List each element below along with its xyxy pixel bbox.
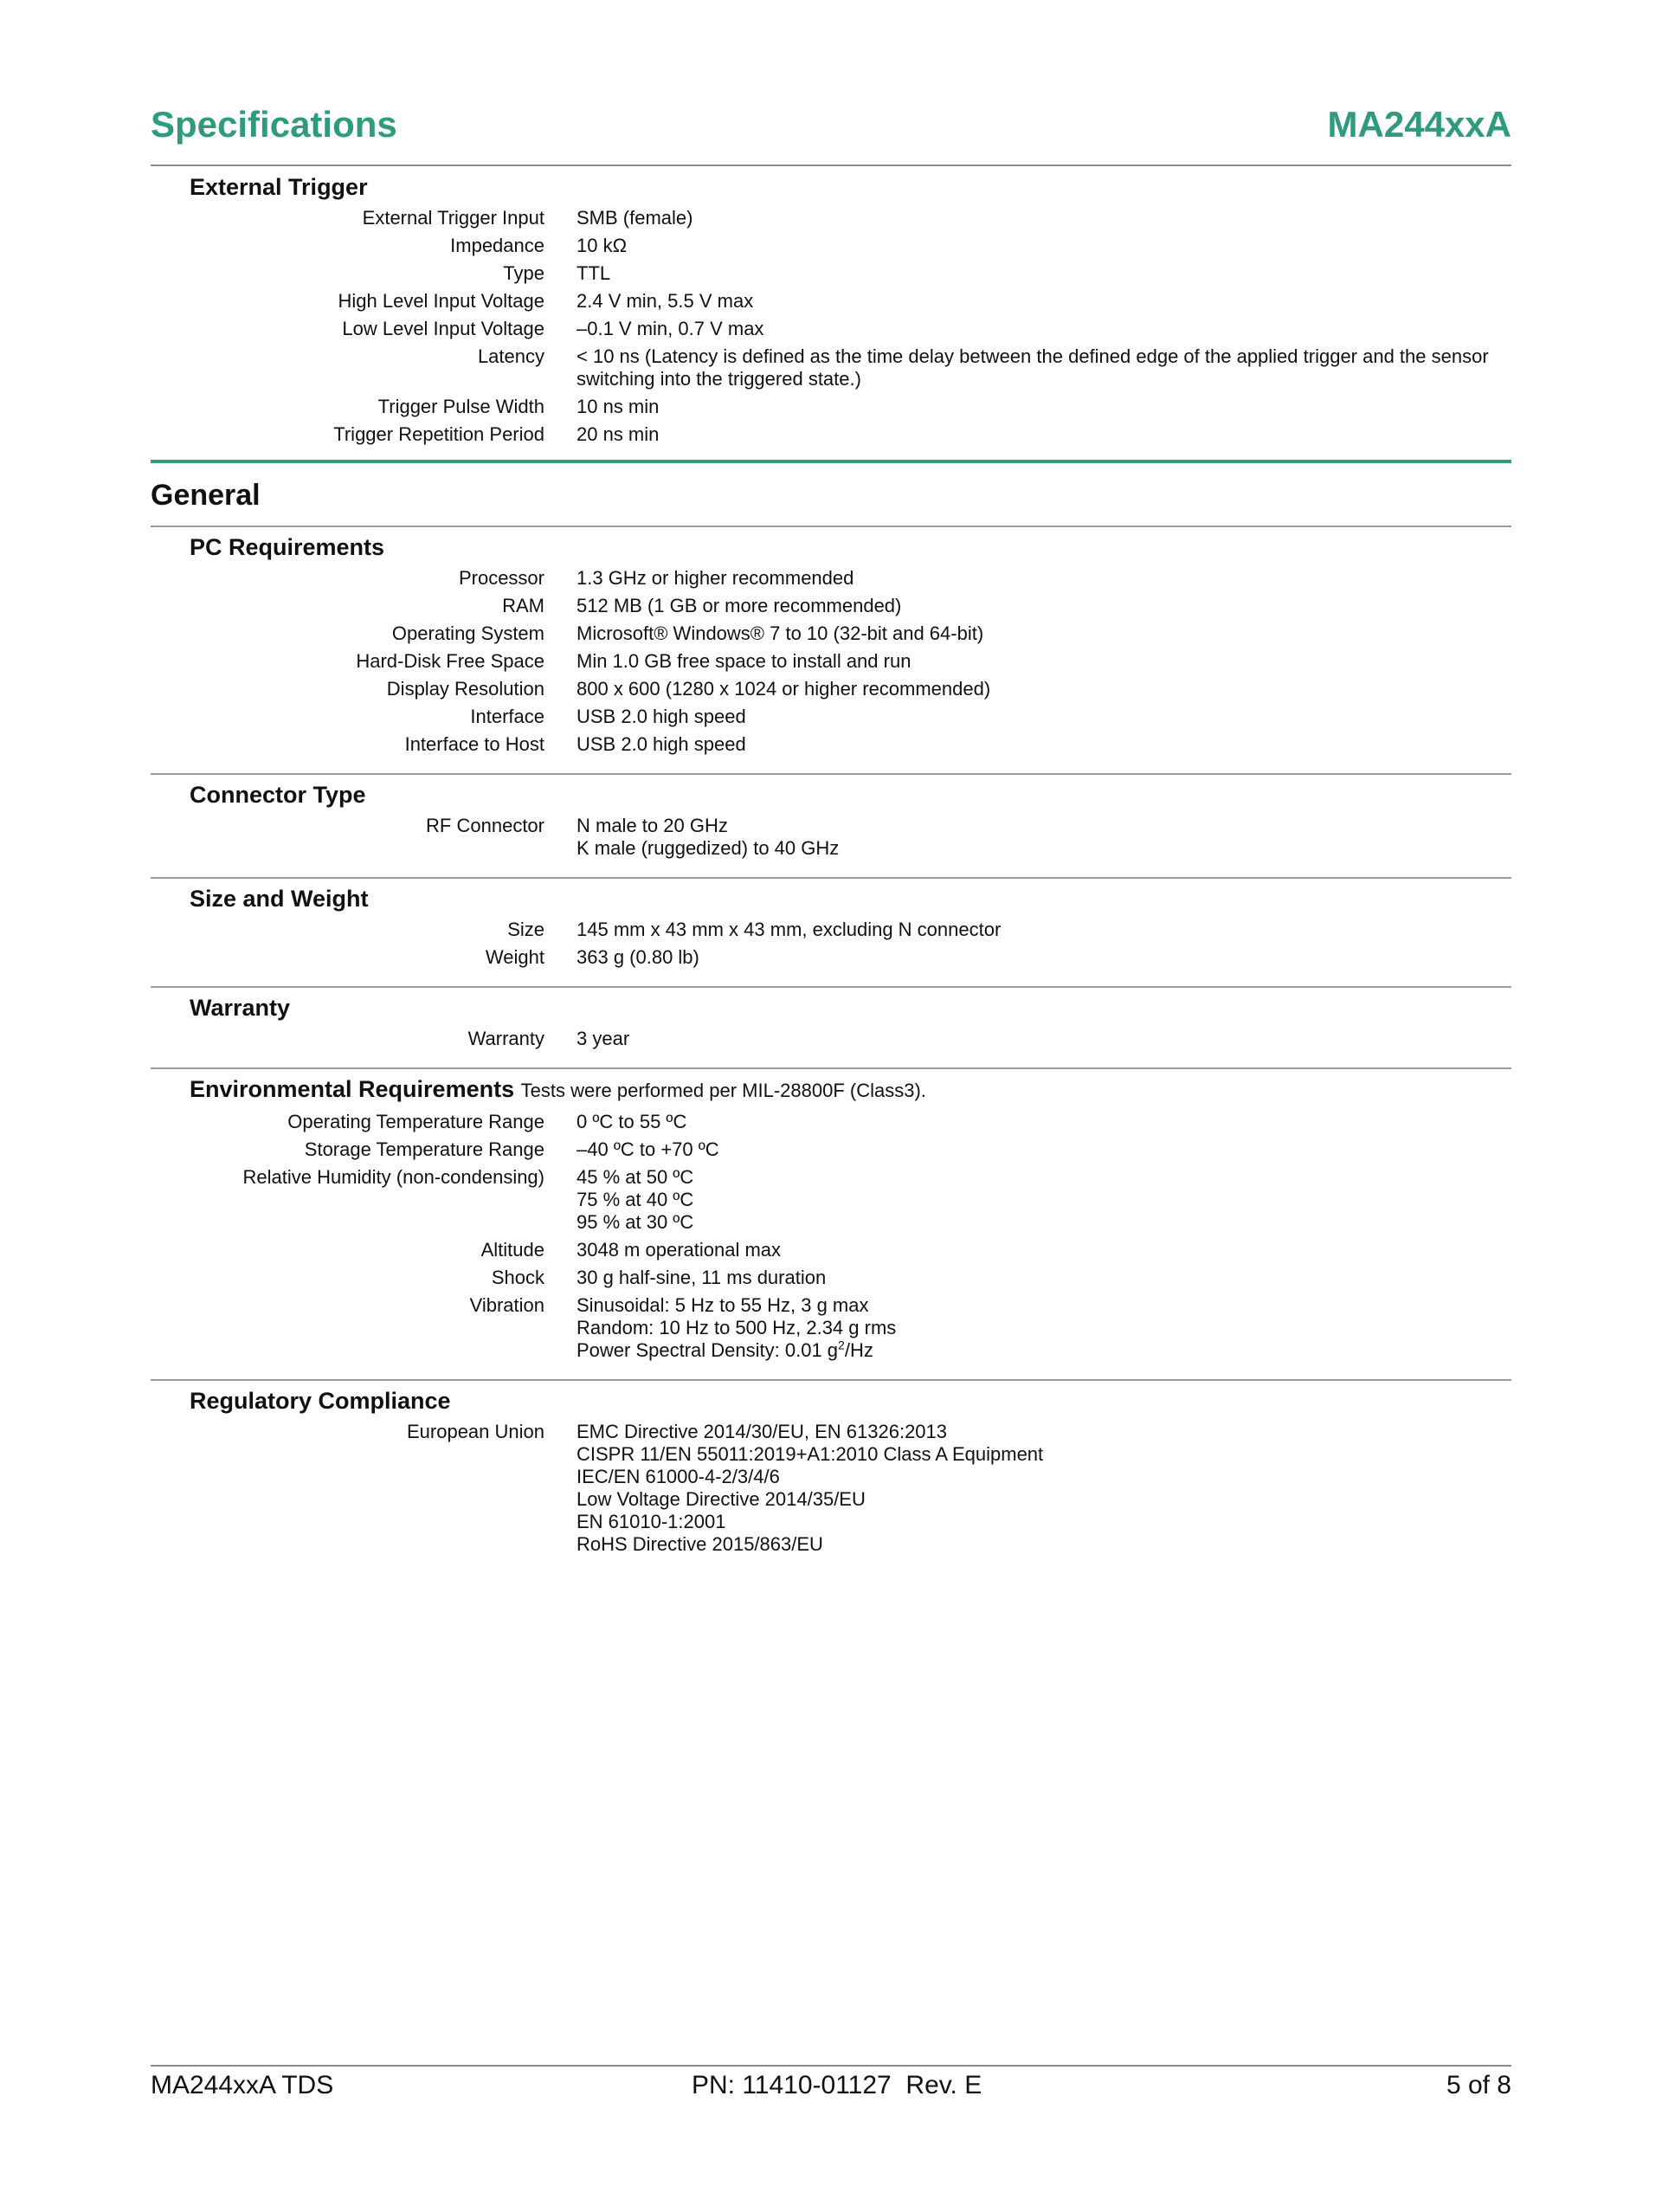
spec-row	[151, 1138, 1511, 1161]
spec-value	[577, 946, 1511, 969]
header-divider	[151, 164, 1511, 166]
spec-value-line: EN 61010-1:2001	[577, 1511, 726, 1532]
warranty-block	[151, 988, 1511, 1050]
spec-label: Shock	[491, 1267, 544, 1288]
spec-row	[151, 919, 1511, 941]
spec-value	[577, 815, 1511, 860]
spec-row	[151, 318, 1511, 340]
spec-value-line: SMB (female)	[577, 207, 693, 229]
spec-value-line: –40 ºC to +70 ºC	[577, 1138, 719, 1160]
connector-type-block	[151, 775, 1511, 860]
spec-row	[151, 396, 1511, 418]
spec-label: Low Level Input Voltage	[342, 318, 544, 339]
spec-label: Hard-Disk Free Space	[356, 650, 544, 672]
spec-row	[151, 567, 1511, 590]
spec-value	[577, 1111, 1511, 1133]
spec-label: RF Connector	[426, 815, 544, 836]
spec-row	[151, 815, 1511, 860]
spec-label: Processor	[458, 567, 544, 589]
spec-value-line: Microsoft® Windows® 7 to 10 (32-bit and 64-bit)	[577, 622, 984, 644]
spec-row	[151, 345, 1511, 390]
environmental-title: Environmental Requirements	[190, 1076, 515, 1102]
spec-value	[577, 235, 1511, 257]
spec-label: Interface to Host	[404, 733, 544, 755]
pc-requirements-block	[151, 527, 1511, 756]
spec-row	[151, 706, 1511, 728]
environmental-block	[151, 1069, 1511, 1362]
spec-value	[577, 1028, 1511, 1050]
spec-value	[577, 423, 1511, 446]
spec-value-line: < 10 ns (Latency is defined as the time delay between the defined edge of the applied trigger and the sensor switching into the triggered state.)	[577, 345, 1489, 390]
spec-value-line: 1.3 GHz or higher recommended	[577, 567, 854, 589]
spec-value-line: 3048 m operational max	[577, 1239, 782, 1261]
spec-value-line: 363 g (0.80 lb)	[577, 946, 699, 968]
spec-value-line: 10 kΩ	[577, 235, 628, 256]
spec-value-line: TTL	[577, 262, 611, 284]
spec-value	[577, 318, 1511, 340]
spec-value-line: IEC/EN 61000-4-2/3/4/6	[577, 1466, 780, 1487]
footer-doc-name: MA244xxA TDS	[151, 2071, 334, 2099]
spec-value	[577, 567, 1511, 590]
psd-text: Power Spectral Density: 0.01 g	[577, 1339, 839, 1361]
psd-unit: /Hz	[844, 1339, 873, 1361]
spec-label: Weight	[485, 946, 544, 968]
spec-row	[151, 622, 1511, 645]
spec-label: Operating Temperature Range	[287, 1111, 544, 1132]
spec-value-line: 45 % at 50 ºC	[577, 1166, 694, 1188]
spec-value	[577, 919, 1511, 941]
spec-value	[577, 1267, 1511, 1289]
spec-value-line: N male to 20 GHz	[577, 815, 728, 836]
spec-rows	[151, 919, 1511, 969]
spec-value-line: Sinusoidal: 5 Hz to 55 Hz, 3 g max	[577, 1294, 869, 1316]
spec-label: Size	[507, 919, 544, 940]
spec-value-line: 20 ns min	[577, 423, 660, 445]
spec-value-line: 10 ns min	[577, 396, 660, 417]
spec-value-line: 512 MB (1 GB or more recommended)	[577, 595, 902, 616]
spec-value-line: 3 year	[577, 1028, 630, 1049]
spec-value-line: 2.4 V min, 5.5 V max	[577, 290, 754, 312]
spec-rows	[151, 1111, 1511, 1289]
spec-label: Relative Humidity (non-condensing)	[242, 1166, 544, 1188]
spec-value-line: USB 2.0 high speed	[577, 733, 746, 755]
footer-divider	[151, 2065, 1511, 2067]
spec-row	[151, 678, 1511, 700]
page-header	[151, 104, 1511, 156]
spec-value	[577, 345, 1511, 390]
spec-rows	[151, 567, 1511, 756]
spec-value-line: –0.1 V min, 0.7 V max	[577, 318, 764, 339]
spec-label: High Level Input Voltage	[338, 290, 544, 312]
spec-row	[151, 207, 1511, 229]
spec-row	[151, 423, 1511, 446]
spec-value-line: K male (ruggedized) to 40 GHz	[577, 837, 840, 859]
model-name: MA244xxA	[1327, 104, 1511, 145]
spec-row	[151, 1239, 1511, 1261]
spec-label: Trigger Repetition Period	[333, 423, 544, 445]
psd-superscript: 2	[838, 1338, 845, 1352]
block-title: External Trigger	[190, 174, 368, 200]
block-title: Warranty	[190, 995, 291, 1021]
spec-value-line: 30 g half-sine, 11 ms duration	[577, 1267, 827, 1288]
spec-value-line: CISPR 11/EN 55011:2019+A1:2010 Class A Equipment	[577, 1443, 1044, 1465]
spec-value	[577, 1239, 1511, 1261]
spec-value-line: 95 % at 30 ºC	[577, 1211, 694, 1233]
spec-value	[577, 207, 1511, 229]
spec-value	[577, 678, 1511, 700]
spec-row	[151, 235, 1511, 257]
spec-row	[151, 1267, 1511, 1289]
page-title: Specifications	[151, 104, 397, 145]
block-title: Connector Type	[190, 782, 366, 808]
spec-value	[577, 595, 1511, 617]
spec-value	[577, 706, 1511, 728]
spec-value	[577, 1138, 1511, 1161]
spec-value-line: 75 % at 40 ºC	[577, 1189, 694, 1210]
spec-label: RAM	[502, 595, 544, 616]
spec-label: External Trigger Input	[362, 207, 544, 229]
spec-row	[151, 946, 1511, 969]
spec-row	[151, 1421, 1511, 1556]
spec-rows	[151, 1028, 1511, 1050]
spec-value	[577, 290, 1511, 313]
spec-row	[151, 290, 1511, 313]
spec-label: Type	[503, 262, 544, 284]
spec-row	[151, 262, 1511, 285]
spec-value	[577, 733, 1511, 756]
environmental-note: Tests were performed per MIL-28800F (Class3).	[520, 1080, 926, 1101]
block-title	[190, 1074, 1511, 1106]
spec-label: Impedance	[450, 235, 544, 256]
spec-row-vibration	[151, 1294, 1511, 1362]
block-title: PC Requirements	[190, 534, 385, 560]
spec-label: Display Resolution	[386, 678, 544, 700]
footer-page-number: 5 of 8	[1446, 2071, 1511, 2099]
spec-row	[151, 1166, 1511, 1234]
spec-row	[151, 733, 1511, 756]
spec-label: Interface	[470, 706, 544, 727]
spec-value-line: 0 ºC to 55 ºC	[577, 1111, 687, 1132]
spec-rows	[151, 207, 1511, 446]
regulatory-block	[151, 1381, 1511, 1556]
spec-row	[151, 1111, 1511, 1133]
page-footer	[151, 2071, 1511, 2106]
spec-row	[151, 1028, 1511, 1050]
spec-row	[151, 650, 1511, 673]
block-title: Size and Weight	[190, 886, 369, 912]
footer-part-number: PN: 11410-01127 Rev. E	[692, 2071, 982, 2099]
spec-label: Trigger Pulse Width	[377, 396, 544, 417]
spec-content	[151, 167, 1511, 1556]
spec-label: Operating System	[391, 622, 544, 644]
spec-value	[577, 396, 1511, 418]
spec-label: Storage Temperature Range	[304, 1138, 544, 1160]
spec-value	[577, 1166, 1511, 1234]
spec-label: Warranty	[467, 1028, 544, 1049]
spec-value-line: RoHS Directive 2015/863/EU	[577, 1533, 823, 1555]
spec-value-line	[577, 1339, 1511, 1362]
spec-value	[577, 622, 1511, 645]
spec-value-line: Min 1.0 GB free space to install and run	[577, 650, 912, 672]
spec-value	[577, 1421, 1511, 1556]
spec-value-line: USB 2.0 high speed	[577, 706, 746, 727]
spec-label: European Union	[406, 1421, 544, 1442]
spec-rows	[151, 1421, 1511, 1556]
size-weight-block	[151, 879, 1511, 969]
section-heading-general: General	[151, 479, 261, 512]
external-trigger-block	[151, 167, 1511, 446]
spec-rows	[151, 815, 1511, 860]
spec-value-line: Random: 10 Hz to 500 Hz, 2.34 g rms	[577, 1317, 897, 1338]
section-divider	[151, 460, 1511, 463]
spec-value-line: 145 mm x 43 mm x 43 mm, excluding N connector	[577, 919, 1002, 940]
spec-label: Altitude	[480, 1239, 544, 1261]
spec-label: Vibration	[469, 1294, 544, 1316]
spec-value	[577, 262, 1511, 285]
block-title: Regulatory Compliance	[190, 1388, 451, 1414]
spec-value-line: EMC Directive 2014/30/EU, EN 61326:2013	[577, 1421, 948, 1442]
spec-value-line: Low Voltage Directive 2014/35/EU	[577, 1488, 866, 1510]
spec-value	[577, 1294, 1511, 1362]
spec-value-line: 800 x 600 (1280 x 1024 or higher recommended)	[577, 678, 991, 700]
spec-row	[151, 595, 1511, 617]
spec-value	[577, 650, 1511, 673]
spec-label: Latency	[477, 345, 544, 367]
